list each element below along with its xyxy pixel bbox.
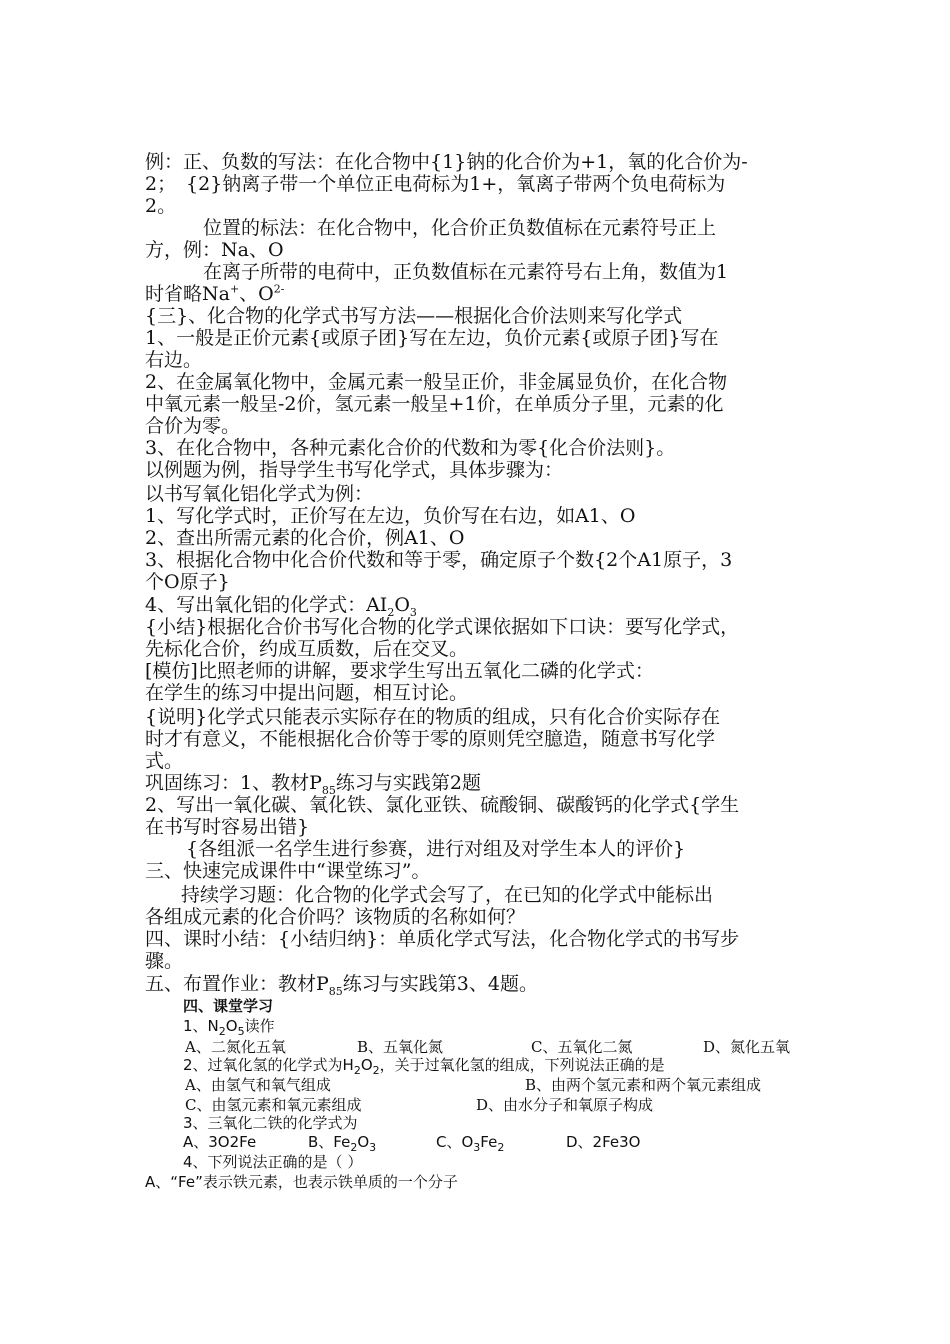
text-line: {各组派一名学生进行参赛，进行对组及对学生本人的评价}	[186, 838, 686, 860]
subscript: 2	[353, 1064, 361, 1077]
text-run: 4、写出氧化铝的化学式：AI	[145, 594, 388, 616]
subscript: 3	[369, 1141, 377, 1154]
text-line: 位置的标法：在化合物中，化合价正负数值标在元素符号正上	[203, 217, 717, 239]
quiz-option: C、由氢元素和氧元素组成	[185, 1096, 362, 1114]
text-line: {2}钠离子带一个单位正电荷标为1+，氧离子带两个负电荷标为	[186, 173, 726, 195]
quiz-option: B、由两个氢元素和两个氧元素组成	[525, 1076, 762, 1094]
text-line	[145, 973, 538, 998]
text-line: 中氧元素一般呈-2价，氢元素一般呈+1价，在单质分子里，元素的化	[145, 393, 724, 415]
quiz-option: A、由氢气和氧气组成	[185, 1076, 331, 1094]
quiz-question-3: 3、三氧化二铁的化学式为	[183, 1114, 358, 1132]
text-run: ，关于过氧化氢的组成，下列说法正确的是	[379, 1056, 665, 1074]
text-line: 2、写出一氧化碳、氧化铁、氯化亚铁、硫酸铜、碳酸钙的化学式{学生	[145, 794, 740, 816]
text-run: B、Fe	[308, 1133, 351, 1151]
text-line: 例：正、负数的写法：在化合物中{1}钠的化合价为+1，氧的化合价为-	[145, 151, 748, 173]
subscript: 5	[237, 1025, 245, 1038]
section-heading: {三}、化合物的化学式书写方法——根据化合价法则来写化学式	[145, 305, 683, 327]
text-line: 合价为零。	[145, 415, 241, 437]
quiz-question-4: 4、下列说法正确的是（ ）	[183, 1153, 363, 1171]
text-line: {小结}根据化合价书写化合物的化学式课依据如下口诀：要写化学式，	[145, 616, 740, 638]
text-line: 骤。	[145, 950, 184, 972]
text-line: 3、在化合物中，各种元素化合价的代数和为零{化合价法则}。	[145, 437, 676, 459]
quiz-option: D、氮化五氧	[703, 1038, 791, 1056]
quiz-option: D、由水分子和氧原子构成	[476, 1096, 654, 1114]
text-line: 右边。	[145, 349, 203, 371]
quiz-option: A、3O2Fe	[183, 1133, 257, 1151]
text-line: 2、在金属氧化物中，金属元素一般呈正价，非金属显负价，在化合物	[145, 371, 728, 393]
text-line: 三、快速完成课件中“课堂练习”。	[145, 860, 431, 882]
subscript: 85	[328, 984, 343, 998]
text-line: 2。	[145, 195, 177, 217]
text-run: 巩固练习：1、教材P	[145, 772, 322, 794]
text-run: 练习与实践第2题	[335, 772, 481, 794]
text-line: 式。	[145, 750, 184, 772]
text-line: 1、一般是正价元素{或原子团}写在左边，负价元素{或原子团}写在	[145, 327, 719, 349]
subscript: 2	[497, 1141, 505, 1154]
quiz-option: A、“Fe”表示铁元素，也表示铁单质的一个分子	[145, 1173, 458, 1191]
text-line: 以例题为例，指导学生书写化学式，具体步骤为：	[145, 459, 564, 481]
subscript: 2	[372, 1064, 380, 1077]
text-line: 3、根据化合物中化合价代数和等于零，确定原子个数{2个A1原子，3	[145, 549, 733, 571]
text-line: 方，例：Na、O	[145, 239, 284, 261]
text-line: 在书写时容易出错}	[145, 816, 310, 838]
text-line: 各组成元素的化合价吗？该物质的名称如何？	[145, 906, 526, 928]
text-run: O	[394, 594, 410, 616]
quiz-heading: 四、课堂学习	[183, 997, 274, 1015]
subscript: 2	[350, 1141, 358, 1154]
quiz-option: D、2Fe3O	[566, 1133, 641, 1151]
text-line: 2；	[145, 173, 177, 195]
text-line: 在学生的练习中提出问题，相互讨论。	[145, 682, 469, 704]
quiz-question-2	[183, 1056, 665, 1077]
text-line	[145, 594, 417, 619]
text-run: 五、布置作业：教材P	[145, 973, 329, 995]
text-run: 1、N	[183, 1017, 219, 1035]
quiz-option	[436, 1133, 505, 1154]
text-line: 四、课时小结：{小结归纳}：单质化学式写法，化合物化学式的书写步	[145, 928, 740, 950]
text-line: 个O原子}	[145, 571, 230, 593]
text-line: 以书写氧化铝化学式为例：	[145, 483, 374, 505]
subscript: 3	[409, 605, 417, 619]
text-run: C、O	[436, 1133, 474, 1151]
superscript: 2-	[273, 282, 285, 296]
text-line: [模仿]比照老师的讲解，要求学生写出五氧化二磷的化学式：	[145, 660, 654, 682]
superscript: +	[229, 282, 240, 296]
text-run: 读作	[244, 1017, 275, 1035]
subscript: 85	[321, 783, 336, 797]
subscript: 2	[218, 1025, 226, 1038]
text-line: 1、写化学式时，正价写在左边，负价写在右边，如A1、O	[145, 505, 636, 527]
text-line: 时才有意义，不能根据化合价等于零的原则凭空臆造，随意书写化学	[145, 728, 716, 750]
text-run: 练习与实践第3、4题。	[342, 973, 538, 995]
text-line: 在离子所带的电荷中，正负数值标在元素符号右上角，数值为1	[203, 261, 729, 283]
text-line: 2、查出所需元素的化合价，例A1、O	[145, 527, 465, 549]
quiz-option: B、五氧化氮	[357, 1038, 444, 1056]
text-line	[145, 283, 284, 305]
text-run: 、O	[239, 283, 274, 305]
text-run: 时省略Na	[145, 283, 230, 305]
subscript: 2	[387, 605, 395, 619]
text-run: O	[360, 1056, 373, 1074]
text-line: 先标化合价，约成互质数，后在交叉。	[145, 638, 469, 660]
text-line: 持续学习题：化合物的化学式会写了，在已知的化学式中能标出	[181, 884, 714, 906]
quiz-question-1	[183, 1017, 275, 1038]
text-run: 2、过氧化氢的化学式为H	[183, 1056, 354, 1074]
quiz-option: A、二氮化五氧	[185, 1038, 286, 1056]
subscript: 3	[473, 1141, 481, 1154]
quiz-option	[308, 1133, 377, 1154]
text-run: Fe	[480, 1133, 498, 1151]
text-run: O	[357, 1133, 370, 1151]
text-run: O	[225, 1017, 238, 1035]
text-line: {说明}化学式只能表示实际存在的物质的组成，只有化合价实际存在	[145, 706, 721, 728]
quiz-option: C、五氧化二氮	[531, 1038, 633, 1056]
text-line	[145, 772, 481, 797]
